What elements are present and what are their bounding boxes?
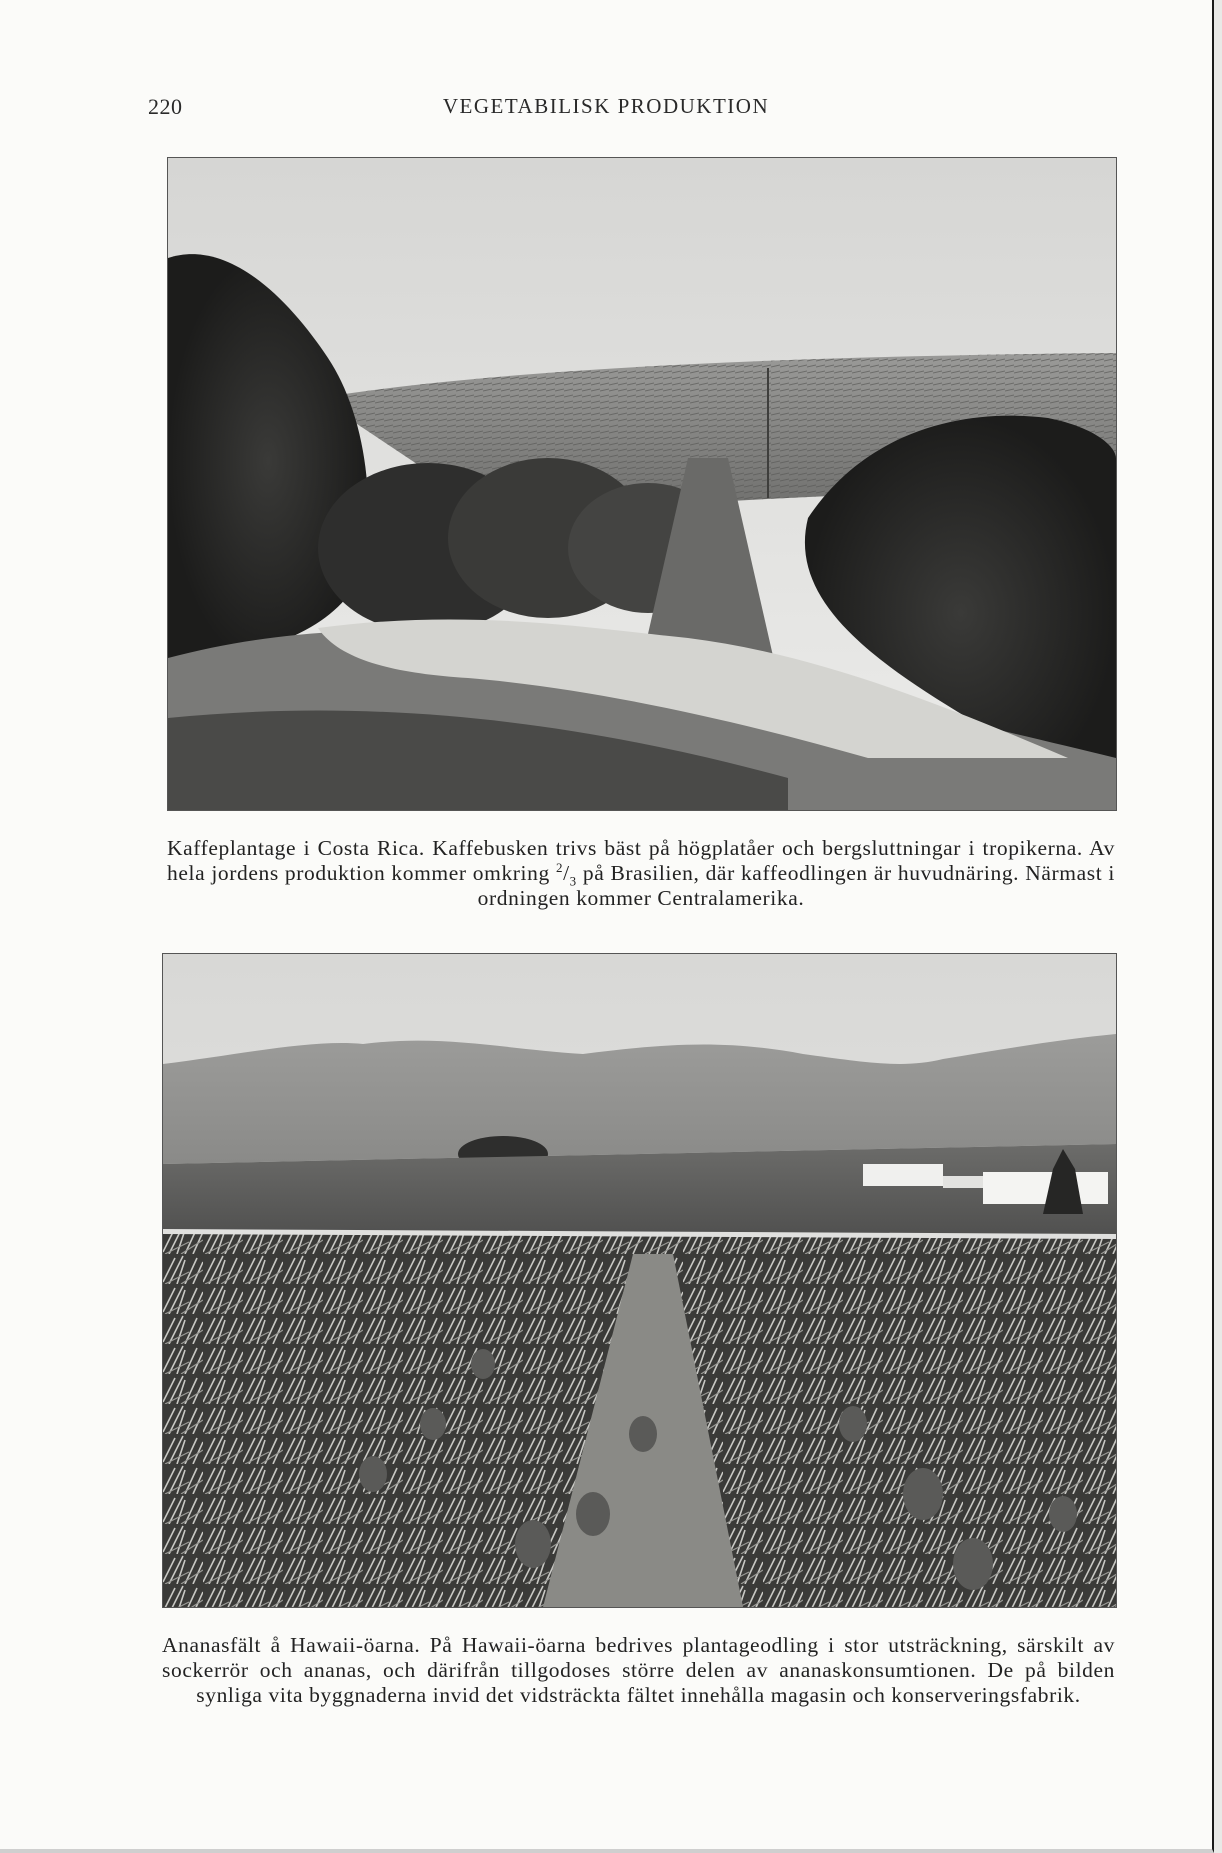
page-number: 220 — [148, 94, 183, 119]
caption-text-before: Kaffeplantage i Costa Rica. Kaffebusken trivs bäst på högplatåer och bergsluttningar i tropikerna. Av hela jordens produktion kommer omkring — [167, 836, 1115, 885]
pineapple-field-image — [163, 954, 1116, 1607]
pineapple-field-photo — [162, 953, 1117, 1608]
fraction-slash: / — [563, 861, 570, 885]
fraction-numerator: 2 — [555, 859, 564, 875]
pineapple-field-caption: Ananasfält å Hawaii-öarna. På Hawaii-öarna bedrives plantageodling i stor utsträckning, särskilt av sockerrör och ananas, och därifrån tillgodoses större delen av ananaskonsumtionen. De på bilden synliga vita byggnaderna invid det vidsträckta fältet innehålla magasin och konserveringsfabrik. — [162, 1633, 1115, 1707]
coffee-plantation-image — [168, 158, 1116, 810]
caption-text-after: på Brasilien, där kaffeodlingen är huvudnäring. Närmast i ordningen kommer Centralamerika. — [477, 861, 1115, 910]
coffee-plantation-photo — [167, 157, 1117, 811]
coffee-plantation-caption — [167, 836, 1115, 911]
fraction-denominator: 3 — [569, 873, 577, 889]
running-title: VEGETABILISK PRODUKTION — [442, 94, 770, 118]
